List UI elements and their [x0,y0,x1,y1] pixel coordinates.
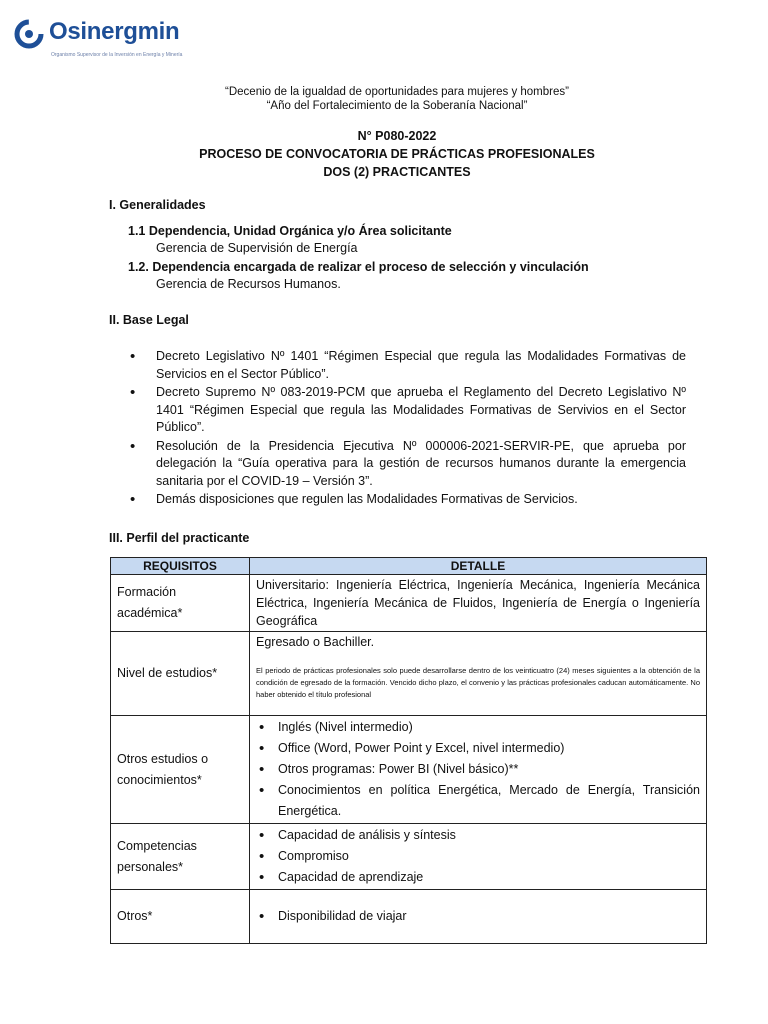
perfil-table [110,557,707,944]
list-item: • Conocimientos en política Energética, Mercado de Energía, Transición Energética. [256,780,700,822]
base-legal-item: • Resolución de la Presidencia Ejecutiva Nº 000006-2021-SERVIR-PE, que aprueba por delegación la “Guía operativa para la gestión de recursos humanos durante la emergencia sanitaria por el COVID-19 – Versión 3”. [130,438,686,491]
table-row [111,632,707,716]
nivel-label: Nivel de estudios* [111,632,250,716]
competencias-cell [250,824,707,890]
list-item: • Capacidad de análisis y síntesis [256,825,700,846]
table-header-row [111,558,707,575]
col-requisitos: REQUISITOS [111,558,250,575]
table-row [111,824,707,890]
table-row [111,575,707,632]
decenio-line-2: “Año del Fortalecimiento de la Soberanía Nacional” [266,100,528,112]
list-item: • Compromiso [256,846,700,867]
section-1-item-1 [128,223,452,257]
section-1-heading: I. Generalidades [109,198,206,212]
item-1-2-title: 1.2. Dependencia encargada de realizar el proceso de selección y vinculación [128,260,589,274]
osinergmin-logo [13,18,213,60]
nivel-note: El periodo de prácticas profesionales solo puede desarrollarse dentro de los veinticuatro (24) meses siguientes a la obtención de la condición de egresado de la formación. Vencido dicho plazo, el convenio y las prácticas profesionales caducan automáticamente. No haber obtenido el título profesional [256,666,700,699]
otros-label: Otros* [111,890,250,944]
nivel-detail: Egresado o Bachiller. [256,635,375,649]
base-legal-item: • Decreto Legislativo Nº 1401 “Régimen Especial que regula las Modalidades Formativas de Servicios en el Sector Público”. [130,348,686,383]
section-3-heading: III. Perfil del practicante [109,531,250,545]
section-2-heading: II. Base Legal [109,313,189,327]
section-1-item-2 [128,259,589,293]
document-title-block [0,127,768,181]
item-1-1-title: 1.1 Dependencia, Unidad Orgánica y/o Área solicitante [128,224,452,238]
osinergmin-logo-icon [13,18,45,50]
list-item: • Disponibilidad de viajar [256,906,700,927]
base-legal-item: • Demás disposiciones que regulen las Modalidades Formativas de Servicios. [130,491,686,509]
formacion-detail: Universitario: Ingeniería Eléctrica, Ingeniería Mecánica, Ingeniería Mecánica Eléctrica, Ingeniería Mecánica de Fluidos, Ingeniería de Energía o Ingeniería Geográfica [250,575,707,632]
document-subtitle: DOS (2) PRACTICANTES [323,165,471,179]
competencias-label: Competencias personales* [111,824,250,890]
otros-estudios-cell [250,716,707,824]
logo-subtitle: Organismo Supervisor de la Inversión en Energía y Minería [51,52,183,58]
document-number: N° P080-2022 [357,129,437,143]
table-row [111,716,707,824]
otros-estudios-label: Otros estudios o conocimientos* [111,716,250,824]
table-row [111,890,707,944]
formacion-label: Formación académica* [111,575,250,632]
item-1-2-value: Gerencia de Recursos Humanos. [156,277,341,291]
base-legal-list [130,348,686,510]
list-item: • Otros programas: Power BI (Nivel básico)** [256,759,700,780]
decenio-line-1: “Decenio de la igualdad de oportunidades para mujeres y hombres” [225,86,569,98]
nivel-detail-cell [250,632,707,716]
item-1-1-value: Gerencia de Supervisión de Energía [156,241,358,255]
logo-text: Osinergmin [49,18,180,45]
document-title: PROCESO DE CONVOCATORIA DE PRÁCTICAS PROFESIONALES [199,147,595,161]
list-item: • Capacidad de aprendizaje [256,867,700,888]
list-item: • Inglés (Nivel intermedio) [256,717,700,738]
decenio-block [0,85,768,113]
list-item: • Office (Word, Power Point y Excel, nivel intermedio) [256,738,700,759]
otros-cell [250,890,707,944]
col-detalle: DETALLE [250,558,707,575]
base-legal-item: • Decreto Supremo Nº 083-2019-PCM que aprueba el Reglamento del Decreto Legislativo Nº 1401 “Régimen Especial que regula las Modalidades Formativas de Servivios en el Sector Público”. [130,384,686,437]
